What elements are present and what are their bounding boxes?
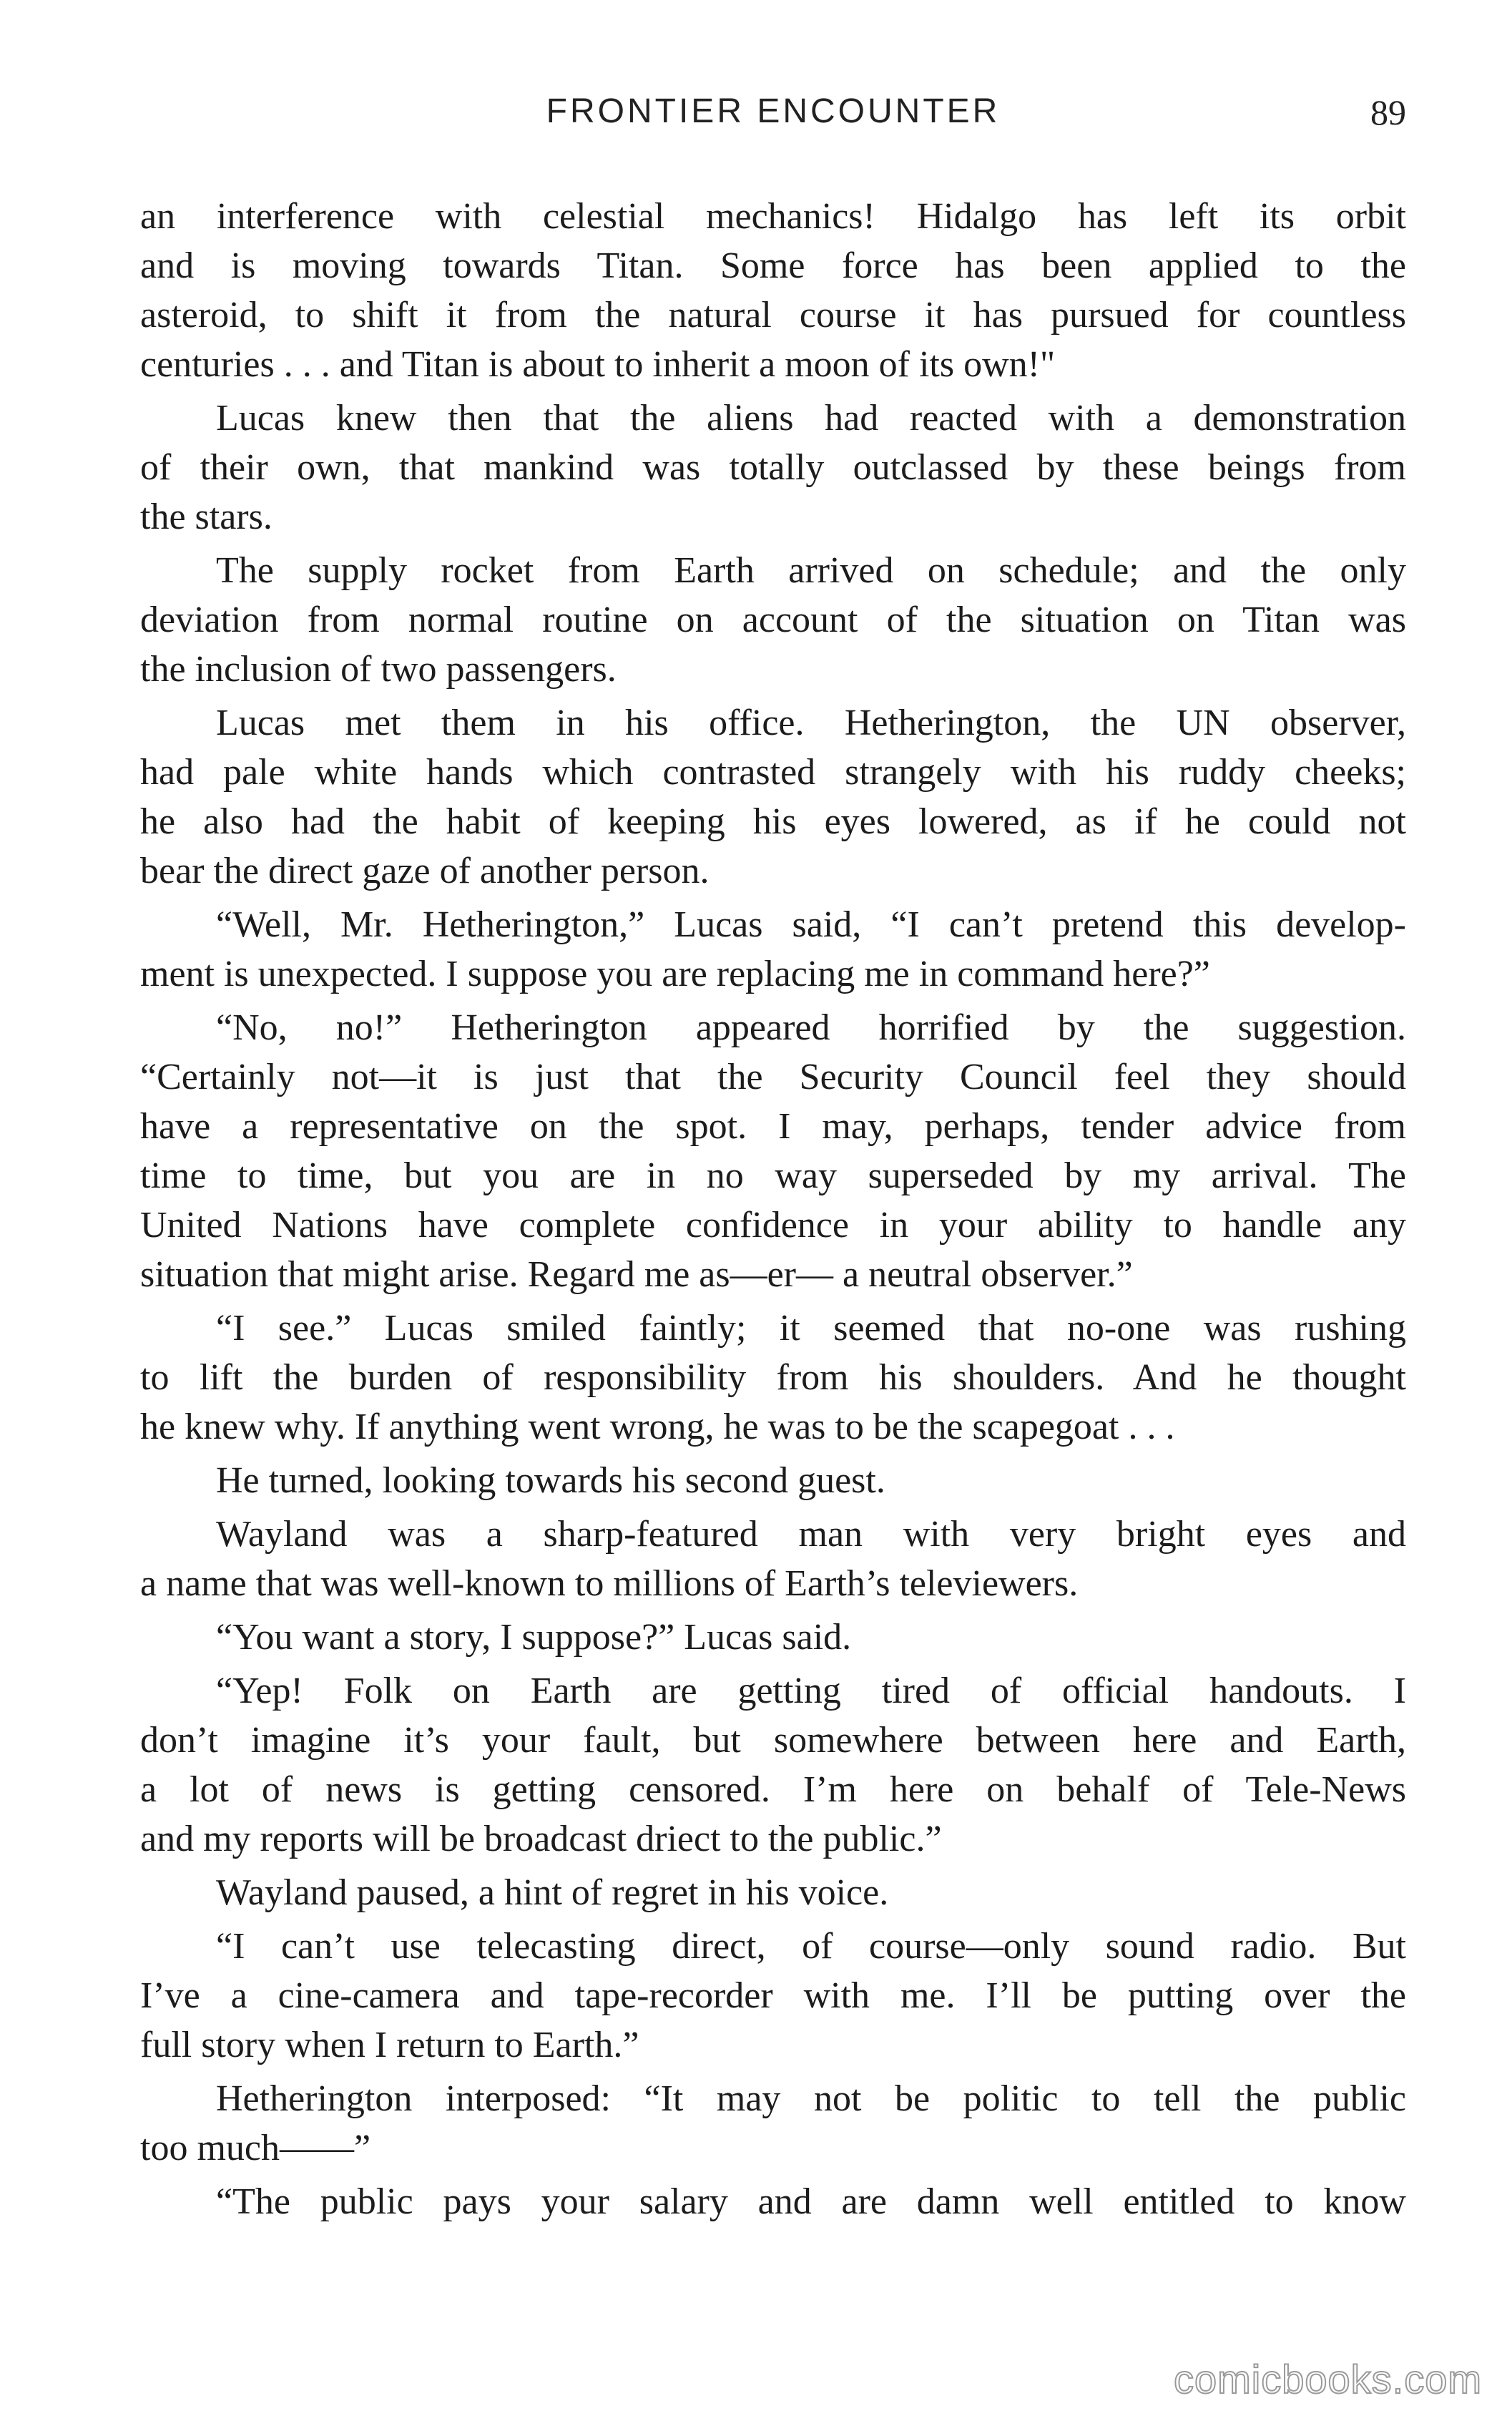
text-line: “I can’t use telecasting direct, of course—only sound radio. But (216, 1926, 1406, 1967)
page-number: 89 (1370, 92, 1406, 132)
text-line: He turned, looking towards his second guest. (216, 1460, 885, 1501)
text-line: he also had the habit of keeping his eyes lowered, as if he could not (140, 801, 1406, 842)
text-line: the stars. (140, 497, 273, 537)
text-line: ment is unexpected. I suppose you are replacing me in command here?” (140, 954, 1210, 994)
paragraph (140, 2177, 1406, 2226)
text-line: “No, no!” Hetherington appeared horrified by the suggestion. (216, 1007, 1406, 1048)
text-line: an interference with celestial mechanics! Hidalgo has left its orbit (140, 196, 1406, 237)
text-line: have a representative on the spot. I may, perhaps, tender advice from (140, 1106, 1406, 1147)
paragraph (140, 546, 1406, 694)
text-line: Wayland paused, a hint of regret in his voice. (216, 1872, 889, 1913)
text-line: of their own, that mankind was totally outclassed by these beings from (140, 447, 1406, 488)
text-line: to lift the burden of responsibility from his shoulders. And he thought (140, 1357, 1406, 1398)
paragraph (140, 1922, 1406, 2070)
text-line: Lucas met them in his office. Hetherington, the UN observer, (216, 703, 1406, 743)
watermark-logo: comicbooks.com (1173, 2357, 1482, 2402)
paragraph (140, 1666, 1406, 1864)
paragraph (140, 1456, 1406, 1505)
text-line: Hetherington interposed: “It may not be politic to tell the public (216, 2078, 1406, 2119)
text-line: don’t imagine it’s your fault, but somewhere between here and Earth, (140, 1720, 1406, 1761)
paragraph (140, 1303, 1406, 1452)
text-line: Lucas knew then that the aliens had reacted with a demonstration (216, 398, 1406, 439)
text-line: a lot of news is getting censored. I’m here on behalf of Tele-News (140, 1769, 1406, 1810)
text-line: too much——” (140, 2128, 371, 2168)
running-title: FRONTIER ENCOUNTER (546, 92, 1001, 130)
text-line: “Well, Mr. Hetherington,” Lucas said, “I can’t pretend this develop- (216, 904, 1406, 945)
text-line: “You want a story, I suppose?” Lucas said. (216, 1617, 852, 1658)
text-line: asteroid, to shift it from the natural course it has pursued for countless (140, 295, 1406, 336)
text-line: centuries . . . and Titan is about to inherit a moon of its own!" (140, 344, 1056, 385)
text-line: he knew why. If anything went wrong, he was to be the scapegoat . . . (140, 1407, 1175, 1447)
text-line: “Yep! Folk on Earth are getting tired of official handouts. I (216, 1671, 1406, 1711)
paragraph (140, 1613, 1406, 1662)
text-line: and my reports will be broadcast driect to the public.” (140, 1819, 942, 1859)
text-line: and is moving towards Titan. Some force has been applied to the (140, 245, 1406, 286)
text-line: “I see.” Lucas smiled faintly; it seemed that no-one was rushing (216, 1308, 1406, 1349)
page-header (140, 92, 1406, 149)
text-line: deviation from normal routine on account of the situation on Titan was (140, 600, 1406, 640)
text-line: Wayland was a sharp-featured man with very bright eyes and (216, 1514, 1406, 1555)
paragraph (140, 698, 1406, 896)
text-line: the inclusion of two passengers. (140, 649, 617, 690)
text-line: “The public pays your salary and are damn well entitled to know (216, 2181, 1406, 2222)
text-line: time to time, but you are in no way superseded by my arrival. The (140, 1155, 1406, 1196)
paragraph (140, 1868, 1406, 1917)
paragraph (140, 192, 1406, 389)
text-line: had pale white hands which contrasted strangely with his ruddy cheeks; (140, 752, 1406, 793)
text-line: I’ve a cine-camera and tape-recorder with me. I’ll be putting over the (140, 1975, 1406, 2016)
body-text (140, 192, 1406, 2231)
text-line: bear the direct gaze of another person. (140, 851, 710, 891)
text-line: situation that might arise. Regard me as—er— a neutral observer.” (140, 1254, 1133, 1295)
paragraph (140, 1510, 1406, 1608)
text-line: “Certainly not—it is just that the Security Council feel they should (140, 1057, 1406, 1097)
paragraph (140, 900, 1406, 999)
text-line: United Nations have complete confidence in your ability to handle any (140, 1205, 1406, 1246)
text-line: The supply rocket from Earth arrived on schedule; and the only (216, 550, 1406, 591)
paragraph (140, 1003, 1406, 1299)
paragraph (140, 2074, 1406, 2173)
text-line: full story when I return to Earth.” (140, 2025, 639, 2065)
text-line: a name that was well-known to millions of Earth’s televiewers. (140, 1563, 1079, 1604)
paragraph (140, 393, 1406, 542)
